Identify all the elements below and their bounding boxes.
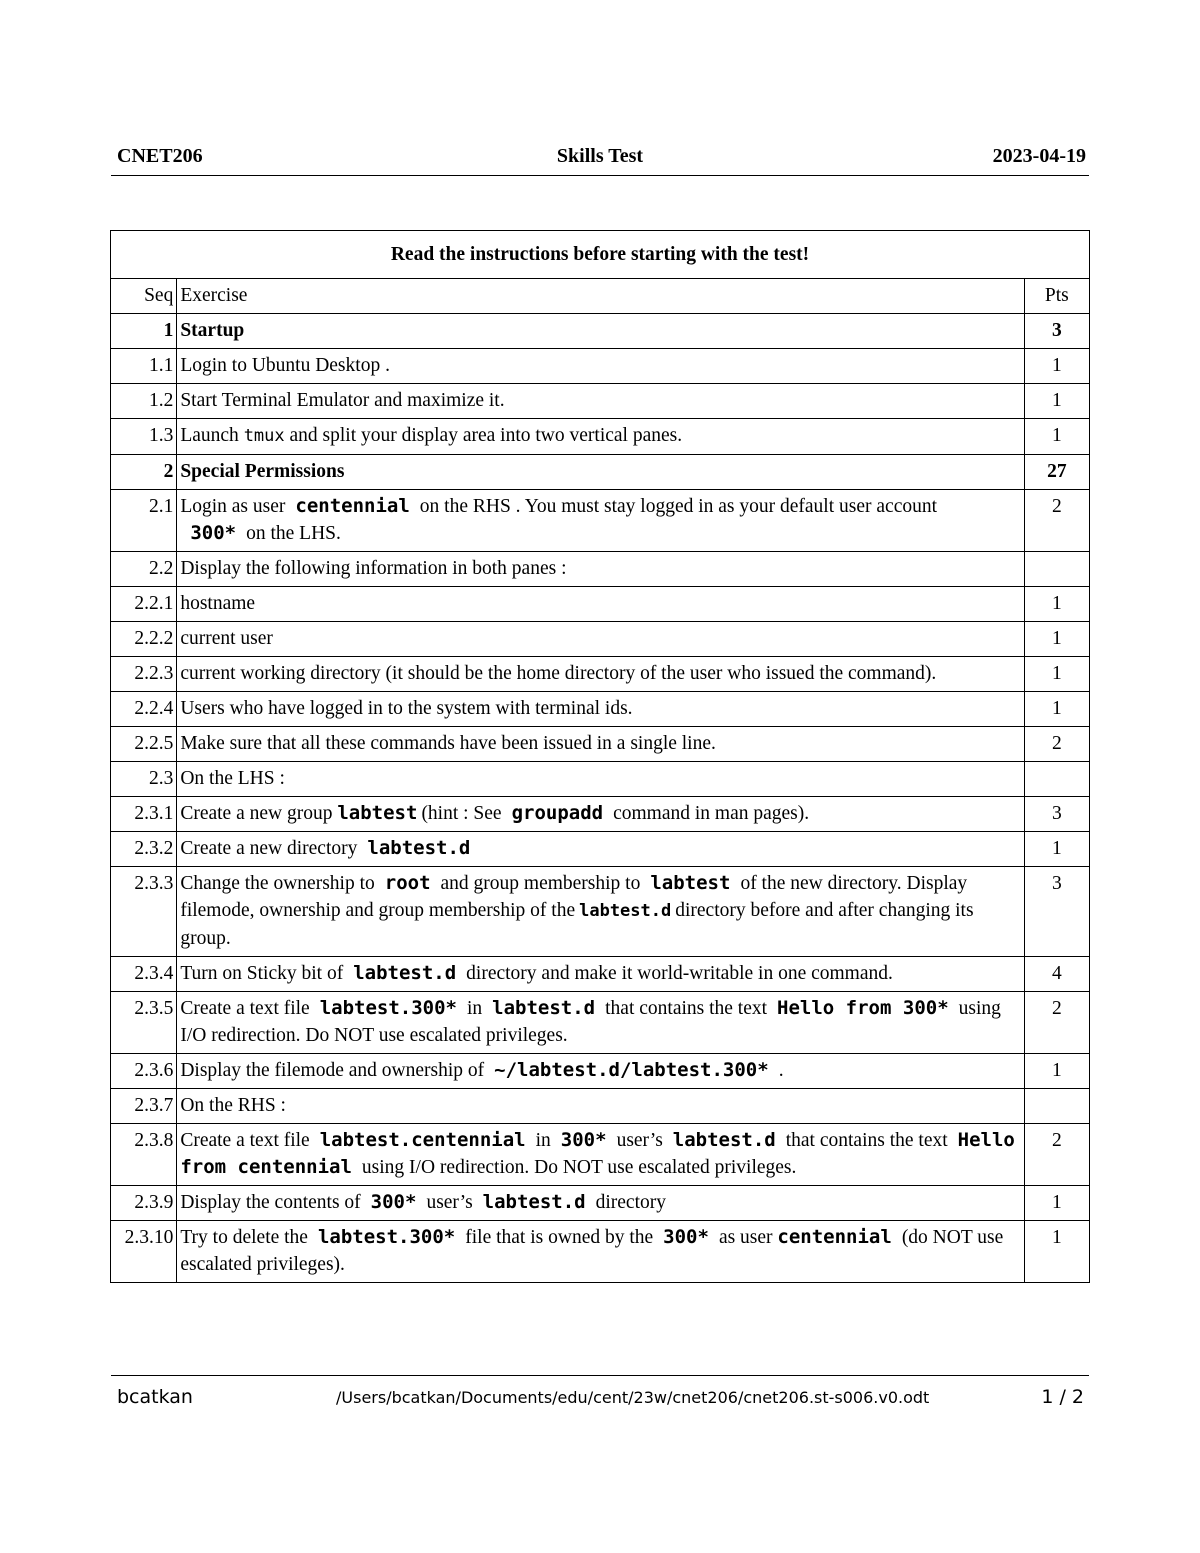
exercise-text: command in man pages). <box>613 803 810 824</box>
instructions-banner: Read the instructions before starting with the test! <box>111 231 1090 279</box>
row-exercise <box>177 490 1024 552</box>
exercise-text: file that is owned by the <box>465 1227 654 1248</box>
footer-page-number: 1 / 2 <box>1041 1386 1084 1408</box>
row-exercise: current working directory (it should be the home directory of the user who issued the command). <box>177 657 1024 692</box>
command-code: Hello from centennial <box>180 1129 1015 1178</box>
row-exercise: On the LHS : <box>177 762 1024 797</box>
row-pts: 1 <box>1024 692 1089 727</box>
table-row <box>111 1124 1090 1186</box>
column-header-pts: Pts <box>1024 279 1089 314</box>
command-code: labtest.d <box>482 1191 586 1213</box>
command-code: 300* <box>663 1226 709 1248</box>
row-exercise: Special Permissions <box>177 455 1024 490</box>
table-row <box>111 419 1090 455</box>
row-seq: 2.2.5 <box>111 727 177 762</box>
column-header-seq: Seq <box>111 279 177 314</box>
exercise-text: Display the contents of <box>180 1192 361 1213</box>
table-row <box>111 314 1090 349</box>
table-row <box>111 622 1090 657</box>
row-pts: 1 <box>1024 384 1089 419</box>
row-pts: 2 <box>1024 727 1089 762</box>
command-code: labtest <box>650 872 731 894</box>
row-exercise: hostname <box>177 587 1024 622</box>
table-row <box>111 490 1090 552</box>
row-pts: 2 <box>1024 992 1089 1054</box>
row-seq: 1.2 <box>111 384 177 419</box>
row-pts <box>1024 552 1089 587</box>
row-exercise: Login to Ubuntu Desktop . <box>177 349 1024 384</box>
command-code: labtest.d <box>367 837 471 859</box>
row-exercise: Display the following information in both panes : <box>177 552 1024 587</box>
row-pts: 1 <box>1024 1054 1089 1089</box>
table-banner-row <box>111 231 1090 279</box>
exercise-text: Create a text file <box>180 1130 310 1151</box>
table-row <box>111 992 1090 1054</box>
table-row <box>111 587 1090 622</box>
table-row <box>111 797 1090 832</box>
row-seq: 2.3.5 <box>111 992 177 1054</box>
row-pts: 1 <box>1024 349 1089 384</box>
row-seq: 2.3.7 <box>111 1089 177 1124</box>
exercise-text: Try to delete the <box>180 1227 308 1248</box>
row-exercise: Start Terminal Emulator and maximize it. <box>177 384 1024 419</box>
row-pts: 1 <box>1024 622 1089 657</box>
command-code: labtest.300* <box>319 997 457 1019</box>
row-exercise: Startup <box>177 314 1024 349</box>
exercise-table <box>110 230 1090 1283</box>
row-seq: 2.3.9 <box>111 1186 177 1221</box>
row-pts: 1 <box>1024 419 1089 455</box>
document-date: 2023-04-19 <box>992 145 1086 167</box>
table-row <box>111 727 1090 762</box>
exercise-text: using I/O redirection. Do NOT use escalated privileges. <box>180 998 1001 1046</box>
exercise-text: . <box>778 1060 784 1081</box>
exercise-text: Launch <box>180 425 244 446</box>
row-pts: 1 <box>1024 1186 1089 1221</box>
table-row <box>111 692 1090 727</box>
command-code: labtest.centennial <box>319 1129 526 1151</box>
row-seq: 2.2.4 <box>111 692 177 727</box>
exercise-text: using I/O redirection. Do NOT use escalated privileges. <box>361 1157 797 1178</box>
row-exercise <box>177 867 1024 957</box>
exercise-text: Display the filemode and ownership of <box>180 1060 485 1081</box>
row-pts: 1 <box>1024 832 1089 867</box>
row-exercise <box>177 1186 1024 1221</box>
exercise-text: (hint : See <box>421 803 502 824</box>
table-row <box>111 384 1090 419</box>
command-code: 300* <box>370 1191 417 1213</box>
exercise-text: Login as user <box>180 496 286 517</box>
row-exercise <box>177 832 1024 867</box>
command-code: ~/labtest.d/labtest.300* <box>494 1059 769 1081</box>
command-code: centennial <box>777 1226 892 1248</box>
command-code: 300* <box>560 1129 607 1151</box>
exercise-text: directory <box>595 1192 666 1213</box>
exercise-text: user’s <box>616 1130 663 1151</box>
exercise-text: of the new directory. Display filemode, ownership and group membership of the <box>180 873 968 921</box>
exercise-text: in <box>467 998 483 1019</box>
row-seq: 2.2.2 <box>111 622 177 657</box>
command-code: tmux <box>243 426 285 446</box>
row-seq: 2 <box>111 455 177 490</box>
row-pts: 3 <box>1024 797 1089 832</box>
row-seq: 2.2.3 <box>111 657 177 692</box>
row-seq: 1.1 <box>111 349 177 384</box>
row-seq: 1.3 <box>111 419 177 455</box>
row-seq: 2.2.1 <box>111 587 177 622</box>
command-code: Hello from 300* <box>777 997 949 1019</box>
row-pts: 2 <box>1024 1124 1089 1186</box>
row-pts: 27 <box>1024 455 1089 490</box>
row-pts <box>1024 762 1089 797</box>
exercise-text: in <box>535 1130 551 1151</box>
table-row <box>111 552 1090 587</box>
page-header <box>111 143 1089 176</box>
table-row <box>111 867 1090 957</box>
row-exercise: Make sure that all these commands have been issued in a single line. <box>177 727 1024 762</box>
row-seq: 2.3.2 <box>111 832 177 867</box>
row-exercise <box>177 1124 1024 1186</box>
row-pts: 1 <box>1024 587 1089 622</box>
row-exercise <box>177 957 1024 992</box>
row-seq: 2.3.3 <box>111 867 177 957</box>
table-row <box>111 1054 1090 1089</box>
command-code: labtest.d <box>353 962 457 984</box>
row-pts: 1 <box>1024 657 1089 692</box>
table-row <box>111 762 1090 797</box>
footer-file-path: /Users/bcatkan/Documents/edu/cent/23w/cnet206/cnet206.st-s006.v0.odt <box>336 1388 930 1407</box>
row-exercise <box>177 1221 1024 1283</box>
exercise-text: Create a new directory <box>180 838 358 859</box>
exercise-text: (do NOT use escalated privileges). <box>180 1227 1004 1275</box>
command-code: labtest.d <box>579 901 672 921</box>
page-footer <box>111 1375 1089 1416</box>
row-pts: 3 <box>1024 867 1089 957</box>
command-code: centennial <box>295 495 410 517</box>
exercise-text: Create a text file <box>180 998 310 1019</box>
exercise-text: on the RHS . You must stay logged in as your default user account <box>419 496 938 517</box>
table-row <box>111 1089 1090 1124</box>
row-exercise <box>177 797 1024 832</box>
table-row <box>111 1186 1090 1221</box>
row-pts: 2 <box>1024 490 1089 552</box>
exercise-text: user’s <box>426 1192 473 1213</box>
footer-author: bcatkan <box>117 1386 193 1408</box>
row-seq: 2.3.4 <box>111 957 177 992</box>
exercise-text: directory before and after changing its group. <box>180 900 974 949</box>
exercise-text: Create a new group <box>180 803 333 824</box>
row-exercise <box>177 1054 1024 1089</box>
row-exercise: Users who have logged in to the system with terminal ids. <box>177 692 1024 727</box>
row-seq: 2.3.10 <box>111 1221 177 1283</box>
exercise-text: and split your display area into two vertical panes. <box>284 425 683 446</box>
row-seq: 2.3.8 <box>111 1124 177 1186</box>
column-header-exercise: Exercise <box>177 279 1024 314</box>
document-title: Skills Test <box>556 145 644 167</box>
command-code: root <box>384 872 431 894</box>
table-row <box>111 657 1090 692</box>
table-row <box>111 957 1090 992</box>
exercise-text: Turn on Sticky bit of <box>180 963 344 984</box>
table-row <box>111 832 1090 867</box>
row-pts: 1 <box>1024 1221 1089 1283</box>
row-pts: 4 <box>1024 957 1089 992</box>
row-exercise <box>177 419 1024 455</box>
exercise-text: directory and make it world-writable in one command. <box>466 963 893 984</box>
exercise-text: Change the ownership to <box>180 873 375 894</box>
command-code: labtest.300* <box>317 1226 456 1248</box>
row-seq: 2.3 <box>111 762 177 797</box>
row-exercise: current user <box>177 622 1024 657</box>
table-row <box>111 455 1090 490</box>
exercise-text: that contains the text <box>785 1130 948 1151</box>
row-seq: 1 <box>111 314 177 349</box>
exercise-text: as user <box>718 1227 773 1248</box>
command-code: labtest.d <box>492 997 596 1019</box>
table-row <box>111 349 1090 384</box>
row-pts: 3 <box>1024 314 1089 349</box>
row-seq: 2.3.6 <box>111 1054 177 1089</box>
row-seq: 2.3.1 <box>111 797 177 832</box>
row-pts <box>1024 1089 1089 1124</box>
command-code: labtest <box>337 802 418 824</box>
exercise-text: on the LHS. <box>246 523 341 544</box>
exercise-text: that contains the text <box>605 998 768 1019</box>
exercise-text: and group membership to <box>440 873 641 894</box>
row-exercise: On the RHS : <box>177 1089 1024 1124</box>
command-code: 300* <box>190 522 237 544</box>
row-seq: 2.1 <box>111 490 177 552</box>
row-seq: 2.2 <box>111 552 177 587</box>
table-row <box>111 1221 1090 1283</box>
row-exercise <box>177 992 1024 1054</box>
command-code: groupadd <box>511 802 604 824</box>
command-code: labtest.d <box>672 1129 776 1151</box>
course-code: CNET206 <box>117 145 203 167</box>
table-header-row <box>111 279 1090 314</box>
